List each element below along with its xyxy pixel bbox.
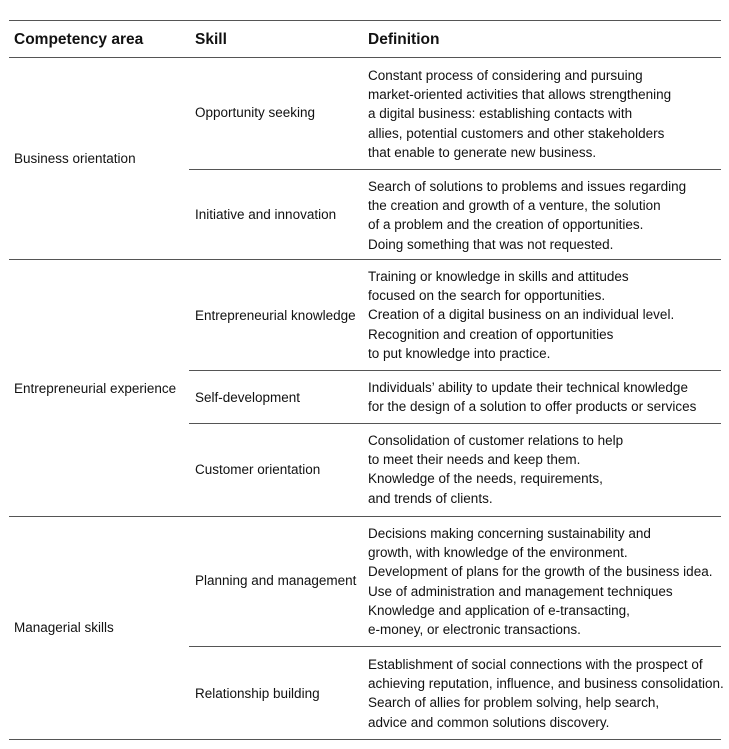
skill-row-initiative-and-innovation [189, 169, 721, 259]
skill-label: Relationship building [195, 686, 320, 701]
definition-text: Individuals’ ability to update their technical knowledge for the design of a solution to offer products or services [368, 380, 697, 415]
definition-text: Decisions making concerning sustainability and growth, with knowledge of the environment. Development of plans for the growth of the business idea. Use of administration and management techniques Knowledge and application of e-transacting, e-money, or electronic transactions. [368, 526, 713, 638]
skill-row-customer-orientation [189, 423, 721, 516]
skill-label: Planning and management [195, 573, 357, 588]
skill-label: Entrepreneurial knowledge [195, 308, 356, 323]
definition-text: Constant process of considering and pursuing market-oriented activities that allows strengthening a digital business: establishing contacts with allies, potential customers and other stakeholders that enable to generate new business. [368, 68, 672, 160]
definition-text: Search of solutions to problems and issues regarding the creation and growth of a venture, the solution of a problem and the creation of opportunities. Doing something that was not requested. [368, 179, 687, 252]
skill-row-relationship-building [189, 646, 724, 739]
skill-label: Customer orientation [195, 462, 321, 477]
skill-label: Opportunity seeking [195, 105, 316, 120]
skill-label: Self-development [195, 390, 301, 405]
skill-row-planning-and-management [189, 516, 721, 646]
header-skill: Skill [195, 31, 227, 48]
competency-area-label: Entrepreneurial experience [14, 381, 177, 396]
definition-text: Establishment of social connections with the prospect of achieving reputation, influence, and business consolidation. Search of allies for problem solving, help search, advice and common solutions discovery. [368, 657, 724, 730]
group-entrepreneurial-experience [9, 259, 721, 517]
definition-text: Training or knowledge in skills and attitudes focused on the search for opportunities. Creation of a digital business on an individual level. Recognition and creation of opportunities to put knowledge into practice. [368, 269, 675, 361]
competency-table [9, 20, 724, 730]
header-competency-area: Competency area [14, 31, 144, 48]
definition-text: Consolidation of customer relations to help to meet their needs and keep them. Knowledge of the needs, requirements, and trends of clients. [368, 433, 624, 506]
skill-label: Initiative and innovation [195, 207, 337, 222]
group-managerial-skills [9, 516, 724, 740]
skill-row-opportunity-seeking [189, 57, 721, 169]
group-business-orientation [9, 57, 721, 260]
skill-row-self-development [189, 370, 721, 424]
skill-row-entrepreneurial-knowledge [189, 259, 721, 370]
table-header [9, 20, 721, 58]
competency-area-label: Business orientation [14, 151, 136, 166]
competency-area-label: Managerial skills [14, 620, 114, 635]
header-definition: Definition [368, 31, 440, 48]
